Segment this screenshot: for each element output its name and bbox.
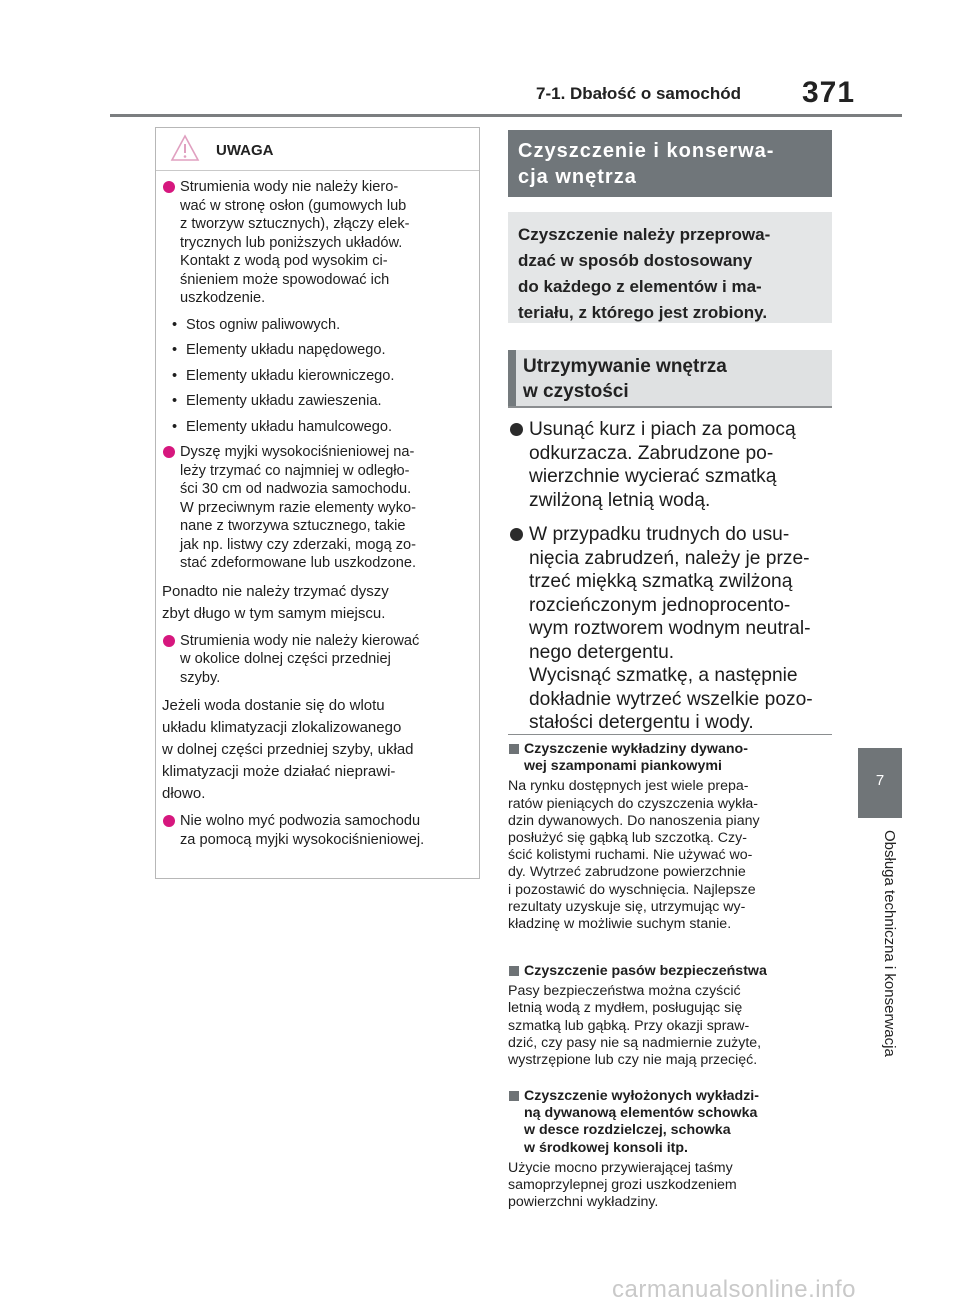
subsection-title-line: Utrzymywanie wnętrza	[523, 356, 727, 377]
warning-line: wać w stronę osłon (gumowych lub	[180, 197, 407, 214]
warning-item	[162, 178, 474, 308]
subsection-accent	[508, 350, 516, 406]
section-header: 7-1. Dbałość o samochód	[536, 84, 741, 103]
warning-title: UWAGA	[216, 142, 274, 159]
bullet-dot-icon	[510, 528, 523, 541]
bullet-dot-icon	[163, 446, 175, 458]
subsection-text-line: Pasy bezpieczeństwa można czyścić	[508, 983, 741, 1000]
warning-triangle-icon	[170, 134, 200, 162]
subsection-text-line: dy. Wytrzeć zabrudzone powierzchnie	[508, 864, 746, 881]
list-item-line: nięcia zabrudzeń, należy je prze-	[529, 547, 810, 569]
warning-line: stać zdeformowane lub uszkodzone.	[180, 555, 417, 571]
subsection-title	[523, 354, 727, 404]
list-item-line: W przypadku trudnych do usu-	[529, 524, 790, 545]
list-item-line: Wycisnąć szmatkę, a następnie	[529, 665, 798, 686]
subsection-text-line: ścić kolistymi ruchami. Nie używać wo-	[508, 847, 753, 864]
bullet-icon: •	[172, 418, 178, 435]
subsection-text-line: dzić, czy pasy nie są nadmiernie zużyte,	[508, 1034, 762, 1051]
warning-line: z tworzyw sztucznych), złączy elek-	[180, 216, 410, 232]
section-title	[508, 130, 832, 197]
warning-item	[162, 632, 474, 688]
subsection-heading-line: wej szamponami piankowymi	[524, 758, 722, 775]
warning-line: Nie wolno myć podwozia samochodu	[180, 813, 421, 829]
warning-line: Stos ogniw paliwowych.	[186, 316, 341, 333]
subsection-heading	[508, 741, 834, 775]
bullet-icon: •	[172, 316, 178, 333]
bullet-dot-icon	[163, 815, 175, 827]
intro-line: teriału, z którego jest zrobiony.	[518, 303, 768, 322]
warning-line: Elementy układu napędowego.	[186, 342, 386, 358]
warning-line: Strumienia wody nie należy kiero-	[180, 179, 399, 195]
subsection-text	[508, 778, 834, 933]
list-item-line: odkurzacza. Zabrudzone po-	[529, 442, 774, 464]
warning-line: Jeżeli woda dostanie się do wlotu	[162, 697, 385, 714]
warning-line: śnieniem może spowodować ich	[180, 271, 390, 288]
warning-item	[162, 443, 474, 573]
warning-box	[155, 127, 480, 879]
subsection-heading-line: ną dywanową elementów schowka	[524, 1105, 758, 1122]
subsection-text-line: powierzchni wykładziny.	[508, 1194, 659, 1211]
warning-line: W przeciwnym razie elementy wyko-	[180, 499, 416, 516]
chapter-title: Obsługa techniczna i konserwacja	[881, 830, 898, 1057]
subsection-text	[508, 983, 834, 1069]
section-divider	[508, 734, 832, 735]
subsection-header	[508, 350, 832, 408]
warning-paragraph	[162, 695, 474, 805]
warning-line: trycznych lub poniższych układów.	[180, 234, 403, 251]
warning-line: Strumienia wody nie należy kierować	[180, 632, 420, 649]
section-title-line: Czyszczenie i konserwa-	[518, 140, 775, 162]
warning-subitem	[162, 418, 474, 437]
square-bullet-icon	[509, 1091, 519, 1101]
bullet-icon: •	[172, 367, 178, 384]
list-item-line: Usunąć kurz i piach za pomocą	[529, 419, 796, 440]
bullet-icon: •	[172, 393, 178, 409]
warning-subitem	[162, 392, 474, 411]
subsection-text-line: Na rynku dostępnych jest wiele prepa-	[508, 778, 749, 795]
subsection-heading-line: w środkowej konsoli itp.	[524, 1139, 688, 1156]
square-bullet-icon	[509, 966, 519, 976]
warning-header	[156, 128, 479, 171]
section-title-line: cja wnętrza	[518, 166, 637, 188]
warning-line: Elementy układu zawieszenia.	[186, 393, 382, 409]
subsection-carpet	[508, 741, 834, 933]
main-list	[508, 418, 834, 746]
subsection-heading-line: Czyszczenie wyłożonych wykładzi-	[524, 1088, 759, 1104]
subsection-seatbelts	[508, 963, 834, 1069]
list-item-line: wierzchnie wycierać szmatką	[529, 466, 777, 487]
warning-body	[162, 178, 474, 857]
section-intro	[508, 212, 832, 323]
subsection-text-line: i pozostawić do wyschnięcia. Najlepsze	[508, 881, 756, 898]
subsection-text	[508, 1160, 834, 1212]
warning-line: uszkodzenie.	[180, 290, 266, 306]
chapter-tab[interactable]: 7	[858, 748, 902, 818]
subsection-heading	[508, 1088, 834, 1157]
warning-paragraph	[162, 581, 474, 625]
subsection-text-line: posłużyć się gąbką lub szczotką. Czy-	[508, 830, 747, 847]
list-item	[508, 523, 834, 735]
bullet-dot-icon	[510, 423, 523, 436]
page-number: 371	[802, 76, 856, 109]
warning-line: w dolnej części przedniej szyby, układ	[162, 741, 414, 758]
subsection-text-line: szmatką lub gąbką. Przy okazji spraw-	[508, 1017, 750, 1034]
list-item-line: rozcieńczonym jednoprocento-	[529, 594, 791, 616]
list-item-line: nego detergentu.	[529, 641, 675, 663]
warning-line: jak np. listwy czy zderzaki, mogą zo-	[180, 536, 417, 553]
watermark: carmanualsonline.info	[612, 1276, 856, 1303]
intro-line: do każdego z elementów i ma-	[518, 277, 762, 296]
subsection-text-line: Użycie mocno przywierającej taśmy	[508, 1159, 733, 1176]
subsection-heading-line: w desce rozdzielczej, schowka	[524, 1122, 731, 1139]
warning-subitem	[162, 367, 474, 386]
warning-line: Elementy układu hamulcowego.	[186, 418, 393, 435]
subsection-heading-line: Czyszczenie wykładziny dywano-	[524, 741, 748, 757]
subsection-text-line: ratów pieniących do czyszczenia wykła-	[508, 795, 758, 812]
subsection-text-line: samoprzylepnej grozi uszkodzeniem	[508, 1177, 737, 1194]
warning-line: ści 30 cm od nadwozia samochodu.	[180, 481, 412, 497]
warning-line: Kontakt z wodą pod wysokim ci-	[180, 253, 388, 269]
intro-line: dzać w sposób dostosowany	[518, 251, 753, 270]
warning-line: dłowo.	[162, 785, 206, 802]
list-item	[508, 418, 834, 512]
warning-item	[162, 812, 474, 849]
intro-line: Czyszczenie należy przeprowa-	[518, 225, 771, 244]
subsection-text-line: wystrzępione lub czy nie mają przecięć.	[508, 1052, 758, 1069]
list-item-line: zwilżoną letnią wodą.	[529, 489, 711, 511]
warning-line: klimatyzacji może działać nieprawi-	[162, 763, 396, 780]
warning-line: układu klimatyzacji zlokalizowanego	[162, 719, 402, 736]
warning-line: szyby.	[180, 669, 221, 686]
bullet-dot-icon	[163, 635, 175, 647]
warning-line: Elementy układu kierowniczego.	[186, 367, 395, 384]
subsection-carpeted-compartments	[508, 1088, 834, 1211]
list-item-line: trzeć miękką szmatką zwilżoną	[529, 571, 793, 592]
subsection-text-line: kładzinę w możliwie suchym stanie.	[508, 916, 732, 933]
warning-subitem	[162, 341, 474, 360]
warning-line: w okolice dolnej części przedniej	[180, 651, 391, 667]
subsection-heading-line: Czyszczenie pasów bezpieczeństwa	[524, 963, 767, 979]
subsection-title-line: w czystości	[523, 381, 629, 402]
warning-line: nane z tworzywa sztucznego, takie	[180, 518, 406, 534]
subsection-text-line: rezultaty uzyskuje się, utrzymując wy-	[508, 898, 746, 915]
warning-line: Dyszę myjki wysokociśnieniowej na-	[180, 444, 415, 460]
header-divider	[110, 114, 902, 117]
warning-subitem	[162, 316, 474, 335]
subsection-text-line: letnią wodą z mydłem, posługując się	[508, 1000, 743, 1017]
warning-line: zbyt długo w tym samym miejscu.	[162, 604, 386, 622]
bullet-dot-icon	[163, 181, 175, 193]
list-item-line: wym roztworem wodnym neutral-	[529, 618, 811, 639]
list-item-line: dokładnie wytrzeć wszelkie pozo-	[529, 688, 813, 710]
subsection-text-line: dzin dywanowych. Do nanoszenia piany	[508, 812, 760, 829]
warning-line: za pomocą myjki wysokociśnieniowej.	[180, 831, 425, 848]
warning-line: Ponadto nie należy trzymać dyszy	[162, 582, 389, 600]
square-bullet-icon	[509, 744, 519, 754]
list-item-line: stałości detergentu i wody.	[529, 712, 754, 733]
warning-line: leży trzymać co najmniej w odległo-	[180, 462, 410, 479]
subsection-heading	[508, 963, 834, 980]
bullet-icon: •	[172, 342, 178, 358]
